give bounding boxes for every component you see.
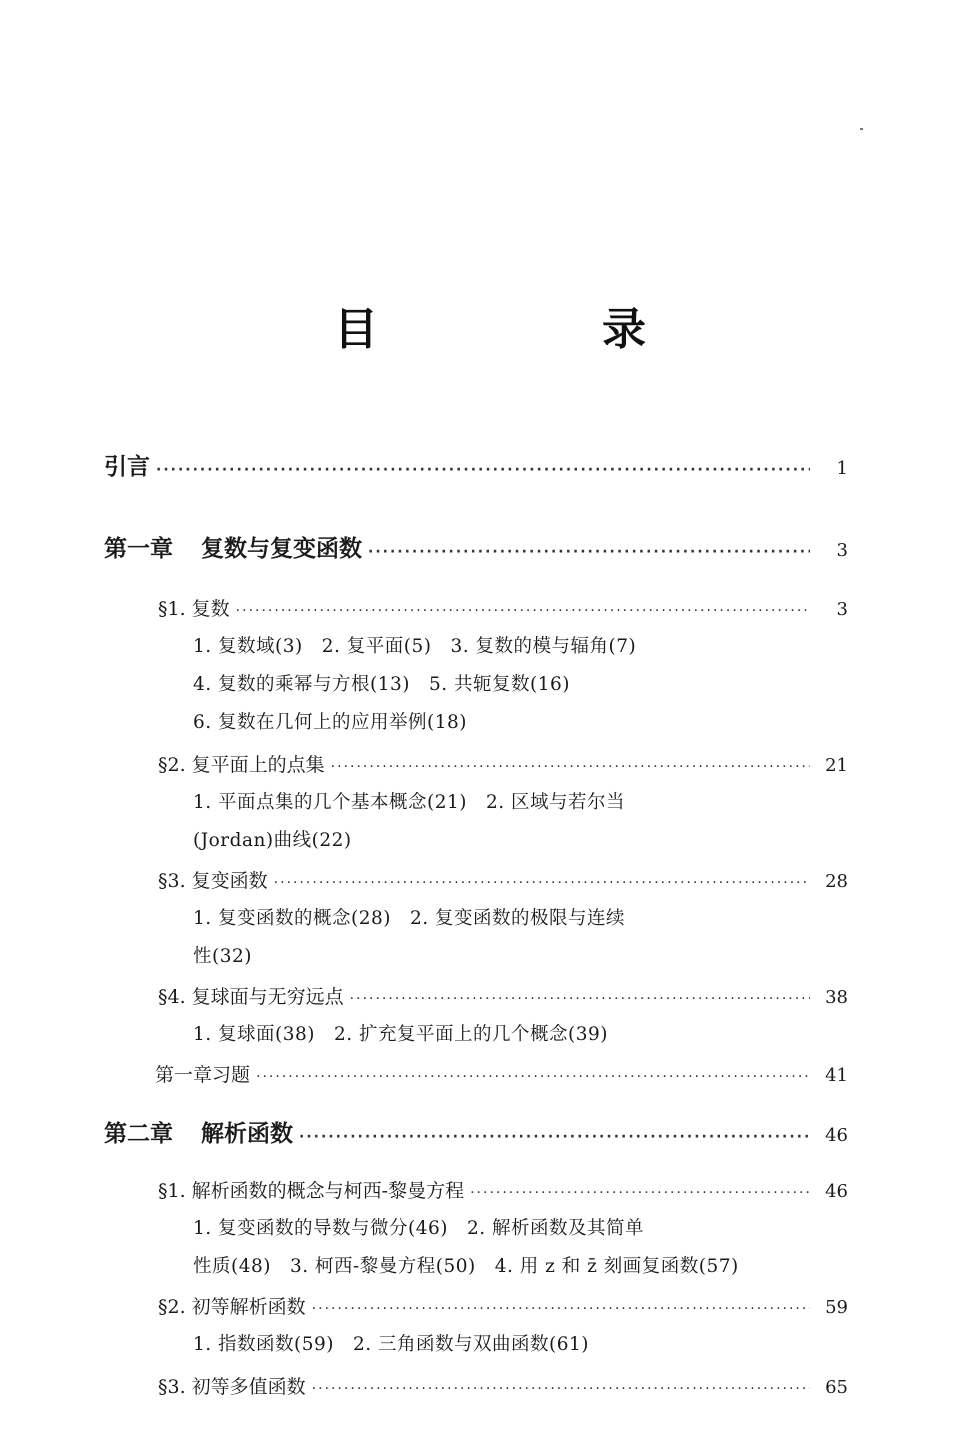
toc-subentries: 性(32) [193,946,252,967]
toc-leader-dots [470,1185,810,1201]
toc-page-number: 3 [836,599,848,620]
toc-page-number: 21 [825,755,848,776]
toc-label: §3. 初等多值函数 [158,1376,306,1398]
toc-entry-ch1-section-4[interactable] [158,982,848,1009]
toc-subentries: (Jordan)曲线(22) [193,830,352,851]
toc-label: §4. 复球面与无穷远点 [158,986,344,1008]
toc-leader-dots [299,1129,810,1145]
toc-subentries: 6. 复数在几何上的应用举例(18) [193,712,468,733]
toc-subentries: 1. 复变函数的概念(28) 2. 复变函数的极限与连续 [193,908,626,929]
toc-label: 引言 [104,454,150,480]
page-title: 目 录 [334,304,736,355]
chapter-number: 第一章 [104,536,173,562]
toc-leader-dots [236,603,810,619]
toc-label: §3. 复变函数 [158,870,268,892]
toc-label: 第一章习题 [155,1064,251,1086]
toc-leader-dots [156,462,810,478]
toc-page-number: 3 [836,540,848,561]
toc-label: §2. 复平面上的点集 [158,754,325,776]
toc-leader-dots [368,544,810,560]
toc-page-number: 46 [825,1181,848,1202]
toc-label: §1. 解析函数的概念与柯西-黎曼方程 [158,1180,465,1202]
toc-page-number: 1 [836,458,848,479]
toc-subentries: 1. 复球面(38) 2. 扩充复平面上的几个概念(39) [193,1024,609,1045]
toc-leader-dots [312,1381,810,1397]
margin-speck [860,128,863,130]
toc-leader-dots [350,991,810,1007]
toc-leader-dots [331,759,810,775]
toc-subentries: 性质(48) 3. 柯西-黎曼方程(50) 4. 用 z 和 z̄ 刻画复函数(57) [193,1256,739,1277]
toc-label: §2. 初等解析函数 [158,1296,306,1318]
toc-leader-dots [274,875,810,891]
toc-subentries: 4. 复数的乘幂与方根(13) 5. 共轭复数(16) [193,674,571,695]
toc-entry-intro[interactable] [104,448,848,481]
toc-leader-dots [256,1069,810,1085]
toc-subentries: 1. 复变函数的导数与微分(46) 2. 解析函数及其简单 [193,1218,645,1239]
toc-subentries: 1. 指数函数(59) 2. 三角函数与双曲函数(61) [193,1334,590,1355]
toc-page-number: 41 [825,1065,848,1086]
toc-subentries: 1. 平面点集的几个基本概念(21) 2. 区域与若尔当 [193,792,626,813]
toc-page-number: 59 [825,1297,848,1318]
chapter-number: 第二章 [104,1121,173,1147]
toc-page-number: 38 [825,987,848,1008]
toc-entry-ch2-section-3[interactable] [158,1372,848,1399]
toc-entry-ch1-section-2[interactable] [158,750,848,777]
toc-entry-ch1-section-1[interactable] [158,594,848,621]
toc-leader-dots [312,1301,810,1317]
toc-subentries: 1. 复数域(3) 2. 复平面(5) 3. 复数的模与辐角(7) [193,636,637,657]
toc-entry-chapter-2[interactable] [104,1115,848,1148]
toc-page-number: 28 [825,871,848,892]
toc-page-number: 65 [825,1377,848,1398]
chapter-title: 复数与复变函数 [201,536,362,562]
toc-entry-chapter-1[interactable] [104,530,848,563]
toc-entry-ch1-section-3[interactable] [158,866,848,893]
toc-entry-ch2-section-1[interactable] [158,1176,848,1203]
chapter-title: 解析函数 [201,1121,293,1147]
toc-label: §1. 复数 [158,598,230,620]
toc-entry-ch2-section-2[interactable] [158,1292,848,1319]
toc-page-number: 46 [825,1125,848,1146]
toc-entry-ch1-exercises[interactable] [155,1060,848,1087]
